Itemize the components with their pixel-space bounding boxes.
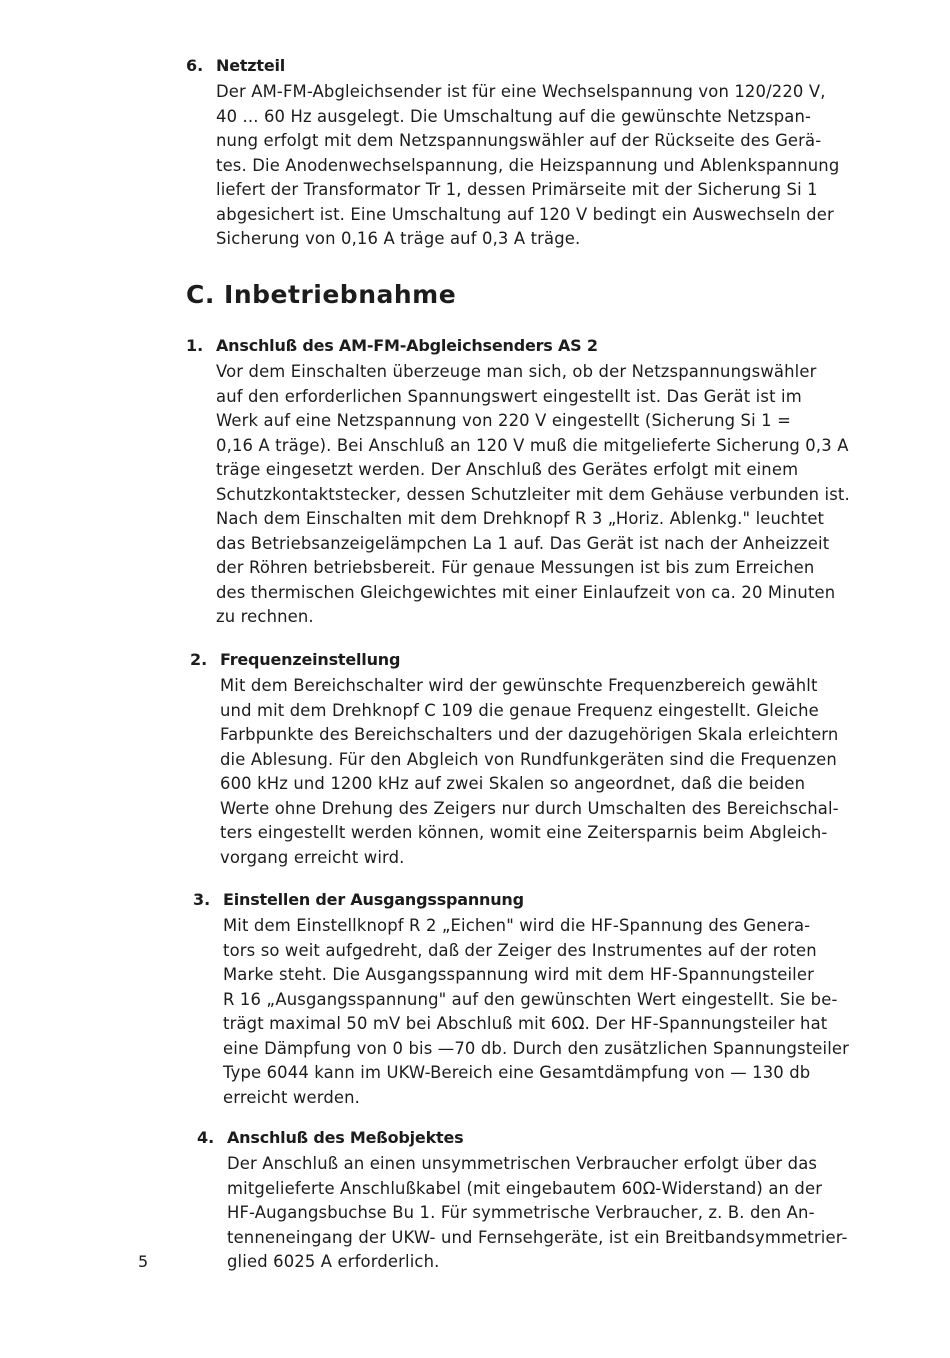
section-netzteil xyxy=(186,56,896,252)
text-line: R 16 „Ausgangsspannung" auf den gewünschten Wert eingestellt. Sie be- xyxy=(223,989,838,1009)
section-body xyxy=(216,360,896,630)
text-line: 40 ... 60 Hz ausgelegt. Die Umschaltung auf die gewünschte Netzspan- xyxy=(216,106,812,126)
text-line: 600 kHz und 1200 kHz auf zwei Skalen so angeordnet, daß die beiden xyxy=(220,774,806,793)
text-line: Vor dem Einschalten überzeuge man sich, ob der Netzspannungswähler xyxy=(216,362,817,381)
text-line: Mit dem Bereichschalter wird der gewünschte Frequenzbereich gewählt xyxy=(220,676,818,695)
text-line: Farbpunkte des Bereichschalters und der dazugehörigen Skala erleichtern xyxy=(220,725,839,744)
section-body xyxy=(223,914,903,1110)
text-line: erreicht werden. xyxy=(223,1087,361,1107)
section-title: Anschluß des AM-FM-Abgleichsenders AS 2 xyxy=(216,336,598,355)
text-line: eine Dämpfung von 0 bis —70 db. Durch den zusätzlichen Spannungsteiler xyxy=(223,1038,850,1058)
section-number: 4. xyxy=(197,1128,215,1147)
text-line: der Röhren betriebsbereit. Für genaue Messungen ist bis zum Erreichen xyxy=(216,558,815,577)
text-line: Mit dem Einstellknopf R 2 „Eichen" wird die HF-Spannung des Genera- xyxy=(223,916,811,935)
section-number: 3. xyxy=(193,890,211,909)
text-line: 0,16 A träge). Bei Anschluß an 120 V muß die mitgelieferte Sicherung 0,3 A xyxy=(216,435,849,455)
text-line: vorgang erreicht wird. xyxy=(220,847,405,867)
text-line: nung erfolgt mit dem Netzspannungswähler auf der Rückseite des Gerä- xyxy=(216,131,822,150)
page-number: 5 xyxy=(138,1252,149,1271)
text-line: Sicherung von 0,16 A träge auf 0,3 A träge. xyxy=(216,229,581,248)
text-line: Werk auf eine Netzspannung von 220 V eingestellt (Sicherung Si 1 = xyxy=(216,411,791,430)
text-line: tes. Die Anodenwechselspannung, die Heizspannung und Ablenkspannung xyxy=(216,155,840,175)
section-number: 1. xyxy=(186,336,204,355)
text-line: abgesichert ist. Eine Umschaltung auf 120 V bedingt ein Auswechseln der xyxy=(216,204,834,224)
text-line: zu rechnen. xyxy=(216,607,314,626)
text-line: liefert der Transformator Tr 1, dessen Primärseite mit der Sicherung Si 1 xyxy=(216,180,818,199)
section-title: Frequenzeinstellung xyxy=(220,650,401,669)
section-number: 6. xyxy=(186,56,204,75)
section-anschluss xyxy=(186,336,896,630)
text-line: Der Anschluß an einen unsymmetrischen Verbraucher erfolgt über das xyxy=(227,1154,818,1173)
text-line: mitgelieferte Anschlußkabel (mit eingebautem 60Ω-Widerstand) an der xyxy=(227,1178,823,1198)
section-body xyxy=(220,674,900,870)
text-line: Schutzkontaktstecker, dessen Schutzleiter mit dem Gehäuse verbunden ist. xyxy=(216,484,850,504)
text-line: Werte ohne Drehung des Zeigers nur durch Umschalten des Bereichschal- xyxy=(220,798,839,818)
text-line: Der AM-FM-Abgleichsender ist für eine Wechselspannung von 120/220 V, xyxy=(216,82,826,101)
section-messobjekt xyxy=(197,1128,907,1275)
text-line: glied 6025 A erforderlich. xyxy=(227,1252,440,1271)
section-title: Einstellen der Ausgangsspannung xyxy=(223,890,524,909)
section-number: 2. xyxy=(190,650,208,669)
text-line: ters eingestellt werden können, womit eine Zeitersparnis beim Abgleich- xyxy=(220,823,828,842)
section-frequenz xyxy=(190,650,900,870)
section-body xyxy=(216,80,896,252)
section-title: Netzteil xyxy=(216,56,286,75)
text-line: Marke steht. Die Ausgangsspannung wird mit dem HF-Spannungsteiler xyxy=(223,965,815,984)
text-line: tors so weit aufgedreht, daß der Zeiger des Instrumentes auf der roten xyxy=(223,940,817,960)
text-line: und mit dem Drehknopf C 109 die genaue Frequenz eingestellt. Gleiche xyxy=(220,700,819,720)
chapter-heading: C. Inbetriebnahme xyxy=(186,280,457,309)
text-line: trägt maximal 50 mV bei Abschluß mit 60Ω. Der HF-Spannungsteiler hat xyxy=(223,1014,828,1033)
text-line: HF-Augangsbuchse Bu 1. Für symmetrische Verbraucher, z. B. den An- xyxy=(227,1203,815,1222)
text-line: Type 6044 kann im UKW-Bereich eine Gesamtdämpfung von — 130 db xyxy=(223,1063,811,1082)
text-line: träge eingesetzt werden. Der Anschluß des Gerätes erfolgt mit einem xyxy=(216,460,799,479)
text-line: die Ablesung. Für den Abgleich von Rundfunkgeräten sind die Frequenzen xyxy=(220,749,837,769)
section-title: Anschluß des Meßobjektes xyxy=(227,1128,464,1147)
section-body xyxy=(227,1152,907,1275)
text-line: Nach dem Einschalten mit dem Drehknopf R 3 „Horiz. Ablenkg." leuchtet xyxy=(216,509,825,528)
text-line: tenneneingang der UKW- und Fernsehgeräte, ist ein Breitbandsymmetrier- xyxy=(227,1227,848,1247)
text-line: das Betriebsanzeigelämpchen La 1 auf. Das Gerät ist nach der Anheizzeit xyxy=(216,533,830,553)
text-line: des thermischen Gleichgewichtes mit einer Einlaufzeit von ca. 20 Minuten xyxy=(216,582,836,602)
text-line: auf den erforderlichen Spannungswert eingestellt ist. Das Gerät ist im xyxy=(216,386,802,406)
section-ausgangsspannung xyxy=(193,890,903,1110)
